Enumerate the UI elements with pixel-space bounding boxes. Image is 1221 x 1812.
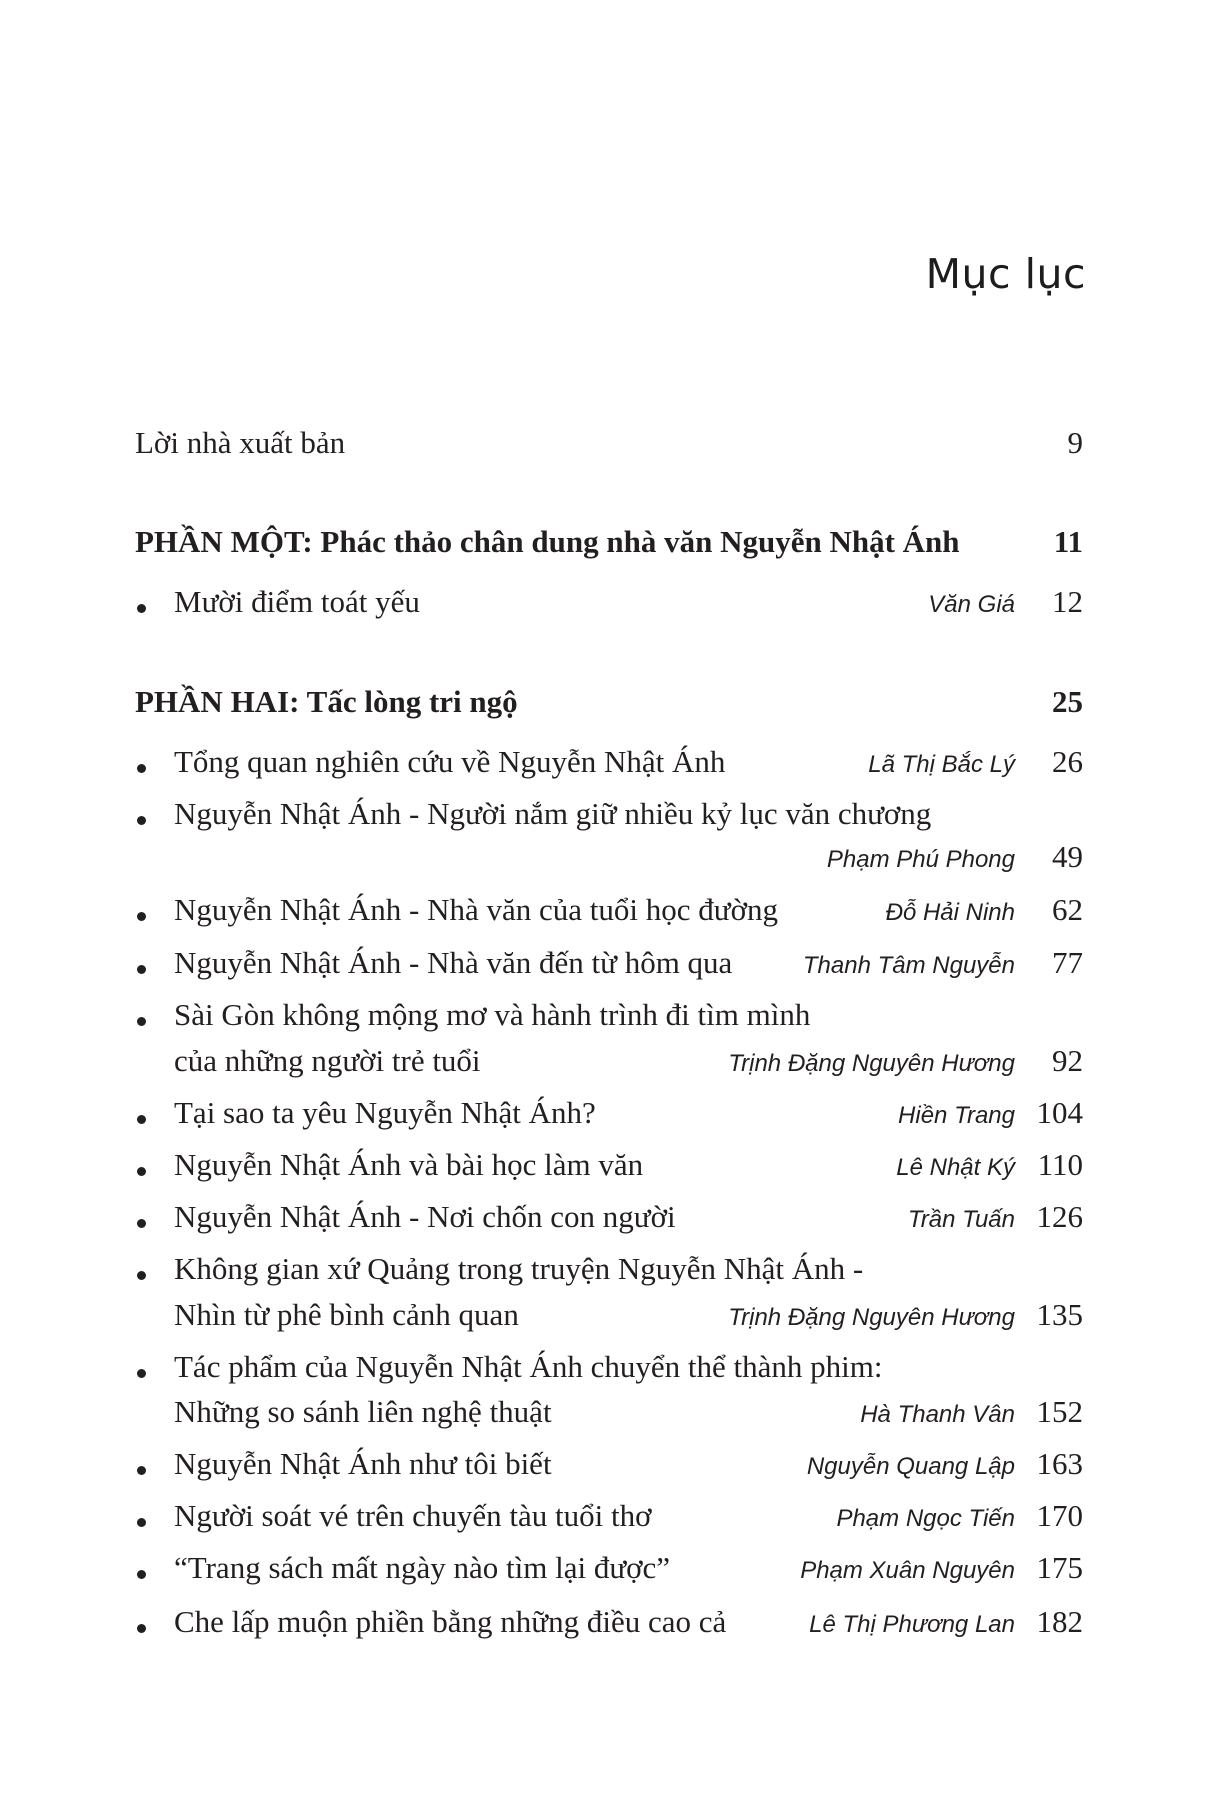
toc-entry[interactable]	[135, 1437, 1083, 1489]
bullet-icon	[137, 816, 146, 825]
entry-title: Tại sao ta yêu Nguyễn Nhật Ánh?	[174, 1095, 596, 1130]
entry-author: Phạm Phú Phong	[826, 846, 1015, 873]
entry-title: “Trang sách mất ngày nào tìm lại được”	[174, 1550, 671, 1585]
toc-entry[interactable]	[135, 1242, 1083, 1294]
page-number: 49	[1052, 839, 1083, 874]
page-number: 11	[1053, 524, 1083, 559]
bullet-icon	[137, 1570, 146, 1579]
bullet-icon	[137, 1466, 146, 1475]
entry-author: Lê Thị Phương Lan	[809, 1611, 1015, 1638]
toc-entry[interactable]	[135, 1595, 1083, 1647]
entry-author: Thanh Tâm Nguyễn	[802, 952, 1015, 979]
toc-entry[interactable]	[135, 883, 1083, 935]
bullet-icon	[137, 1369, 146, 1378]
toc-entry-continuation[interactable]	[135, 830, 1083, 882]
entry-title: Người soát vé trên chuyến tàu tuổi thơ	[174, 1498, 652, 1533]
page-number: 135	[1036, 1297, 1083, 1332]
entry-title: Nguyễn Nhật Ánh - Nơi chốn con người	[174, 1199, 676, 1234]
section-heading-part1[interactable]	[135, 515, 1083, 567]
page-number: 104	[1036, 1095, 1083, 1130]
bullet-icon	[137, 965, 146, 974]
toc-entry-continuation[interactable]	[135, 1385, 1083, 1437]
entry-author: Phạm Ngọc Tiến	[836, 1505, 1015, 1532]
entry-title: Nguyễn Nhật Ánh như tôi biết	[174, 1446, 552, 1481]
bullet-icon	[137, 1017, 146, 1026]
toc-entry[interactable]	[135, 988, 1083, 1040]
entry-title: Lời nhà xuất bản	[135, 425, 346, 460]
entry-title: Không gian xứ Quảng trong truyện Nguyễn Nhật Ánh -	[174, 1251, 864, 1286]
bullet-icon	[137, 764, 146, 773]
page-number: 152	[1036, 1394, 1083, 1429]
entry-author: Nguyễn Quang Lập	[806, 1453, 1015, 1480]
entry-title: Nguyễn Nhật Ánh - Nhà văn của tuổi học đường	[174, 892, 778, 927]
entry-title: Mười điểm toát yếu	[174, 584, 420, 619]
page-number: 110	[1037, 1147, 1083, 1182]
bullet-icon	[137, 1167, 146, 1176]
entry-author: Đỗ Hải Ninh	[885, 899, 1015, 926]
entry-title-line2: Những so sánh liên nghệ thuật	[174, 1394, 552, 1429]
page-number: 163	[1036, 1446, 1083, 1481]
toc-entry[interactable]	[135, 1086, 1083, 1138]
toc-entry[interactable]	[135, 735, 1083, 787]
entry-author: Lã Thị Bắc Lý	[868, 751, 1015, 778]
entry-title-line2: Nhìn từ phê bình cảnh quan	[174, 1297, 519, 1332]
toc-entry[interactable]	[135, 1138, 1083, 1190]
entry-author: Văn Giá	[928, 591, 1015, 618]
entry-author: Phạm Xuân Nguyên	[800, 1557, 1015, 1584]
entry-title: Nguyễn Nhật Ánh và bài học làm văn	[174, 1147, 644, 1182]
toc-entry[interactable]	[135, 575, 1083, 627]
entry-author: Lê Nhật Ký	[896, 1154, 1015, 1181]
page-number: 12	[1052, 584, 1083, 619]
page-number: 182	[1036, 1604, 1083, 1639]
page-number: 62	[1052, 892, 1083, 927]
page-number: 170	[1036, 1498, 1083, 1533]
toc-entry-continuation[interactable]	[135, 1034, 1083, 1086]
page-number: 77	[1052, 945, 1083, 980]
toc-entry-intro[interactable]	[135, 416, 1083, 468]
section-heading-part2[interactable]	[135, 675, 1083, 727]
page-number: 25	[1052, 684, 1083, 719]
section-title: PHẦN HAI: Tấc lòng tri ngộ	[135, 684, 518, 719]
entry-author: Trịnh Đặng Nguyên Hương	[728, 1304, 1015, 1331]
entry-author: Trần Tuấn	[907, 1206, 1015, 1233]
bullet-icon	[137, 912, 146, 921]
entry-title: Che lấp muộn phiền bằng những điều cao cả	[174, 1604, 727, 1639]
bullet-icon	[137, 604, 146, 613]
bullet-icon	[137, 1115, 146, 1124]
bullet-icon	[137, 1624, 146, 1633]
toc-entry[interactable]	[135, 1541, 1083, 1593]
section-title: PHẦN MỘT: Phác thảo chân dung nhà văn Nguyễn Nhật Ánh	[135, 524, 960, 559]
toc-entry[interactable]	[135, 936, 1083, 988]
entry-title: Nguyễn Nhật Ánh - Người nắm giữ nhiều kỷ lục văn chương	[174, 796, 932, 831]
toc-entry[interactable]	[135, 1190, 1083, 1242]
bullet-icon	[137, 1219, 146, 1228]
bullet-icon	[137, 1518, 146, 1527]
entry-author: Hà Thanh Vân	[860, 1401, 1015, 1428]
entry-title: Tổng quan nghiên cứu về Nguyễn Nhật Ánh	[174, 744, 726, 779]
page-number: 175	[1036, 1550, 1083, 1585]
entry-title-line2: của những người trẻ tuổi	[174, 1043, 481, 1078]
entry-author: Trịnh Đặng Nguyên Hương	[728, 1050, 1015, 1077]
page-title: Mục lục	[925, 250, 1086, 298]
page-number: 92	[1052, 1043, 1083, 1078]
page-number: 126	[1036, 1199, 1083, 1234]
toc-entry[interactable]	[135, 1489, 1083, 1541]
entry-title: Sài Gòn không mộng mơ và hành trình đi tìm mình	[174, 997, 811, 1032]
entry-title: Nguyễn Nhật Ánh - Nhà văn đến từ hôm qua	[174, 945, 733, 980]
entry-title: Tác phẩm của Nguyễn Nhật Ánh chuyển thể thành phim:	[174, 1349, 883, 1384]
page-number: 26	[1052, 744, 1083, 779]
page-number: 9	[1067, 425, 1083, 460]
toc-entry-continuation[interactable]	[135, 1288, 1083, 1340]
entry-author: Hiền Trang	[898, 1102, 1015, 1129]
bullet-icon	[137, 1271, 146, 1280]
